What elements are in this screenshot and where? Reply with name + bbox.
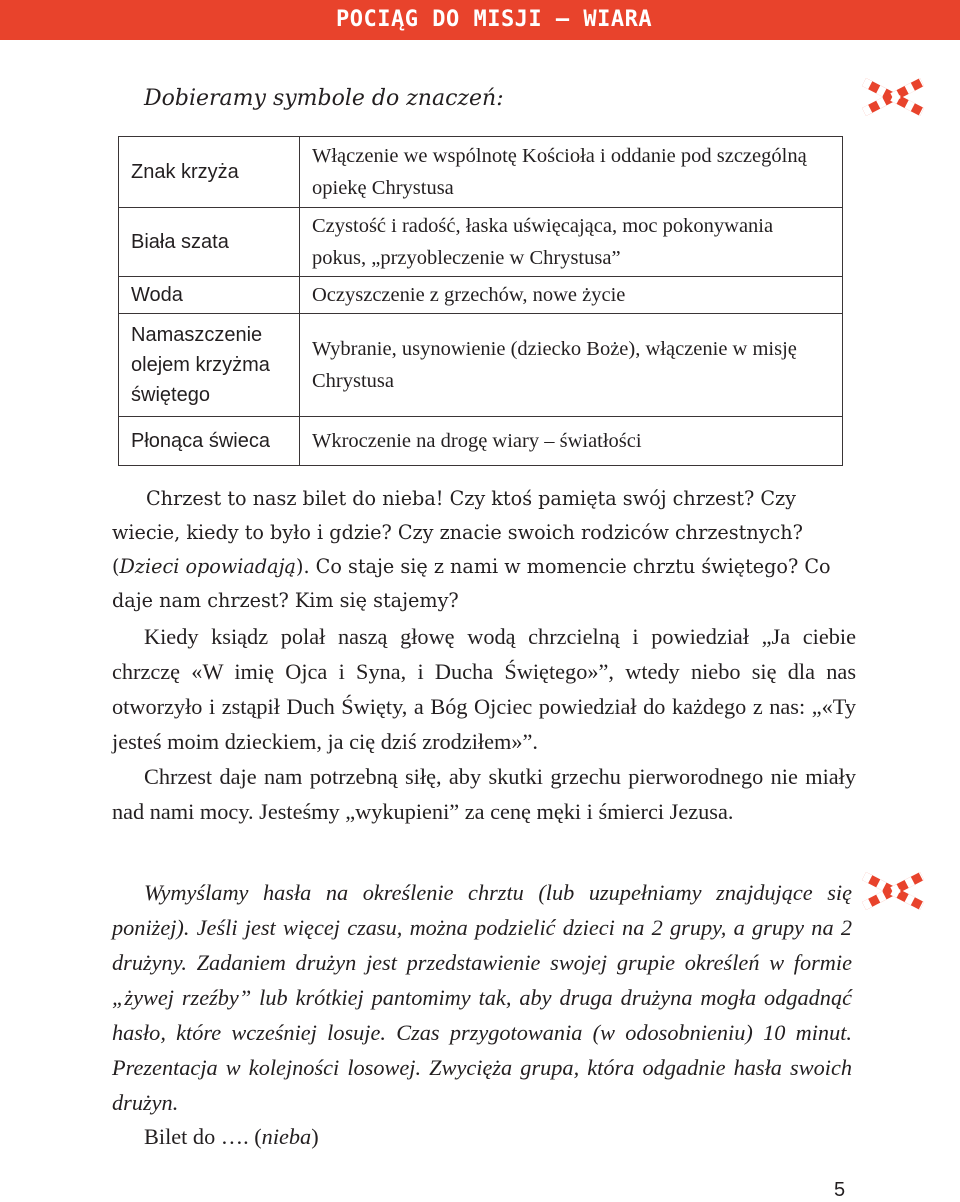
symbol-cell: Woda [119,277,300,314]
questions-text-cont: ). Co staje się z nami w momencie chrztu świętego? Co daje nam chrzest? Kim się stajemy? [112,555,831,612]
table-row [119,208,843,277]
ticket-suffix: ) [311,1124,319,1149]
symbol-cell: Płonąca świeca [119,417,300,466]
header-bar [0,0,960,40]
railway-crossing-icon [860,872,926,910]
symbols-table [118,136,843,466]
meaning-cell: Wybranie, usynowienie (dziecko Boże), włączenie w misję Chrystusa [300,314,843,417]
ticket-answer: nieba [261,1124,312,1149]
ticket-prefix: Bilet do …. ( [144,1124,262,1149]
baptism-story-paragraph: Kiedy ksiądz polał naszą głowę wodą chrzcielną i powiedział „Ja ciebie chrzczę «W imię Ojca i Syna, i Ducha Świętego»”, wtedy niebo się dla nas otworzyło i zstąpił Duch Święty, a Bóg Ojciec powiedział do każdego z nas: „«Ty jesteś moim dzieckiem, ja cię dziś zrodziłem»”. [112,624,856,754]
activity-instructions-paragraph: Wymyślamy hasła na określenie chrztu (lub uzupełniamy znajdujące się poniżej). Jeśli jest więcej czasu, można podzielić dzieci na 2 grupy, a grupy na 2 drużyny. Zadaniem drużyn jest przedstawienie swojej grupie określeń w formie „żywej rzeźby” lub krótkiej pantomimy tak, aby druga drużyna mogła odgadnąć hasło, które wcześniej losuje. Czas przygotowania (w odosobnieniu) 10 minut. Prezentacja w kolejności losowej. Zwycięża grupa, która odgadnie hasła swoich drużyn. [112,880,852,1115]
questions-stage-direction: Dzieci opowiadają [119,555,296,578]
header-title: POCIĄG DO MISJI – WIARA [336,7,653,32]
baptism-strength-paragraph: Chrzest daje nam potrzebną siłę, aby skutki grzechu pierworodnego nie miały nad nami mocy. Jesteśmy „wykupieni” za cenę męki i śmierci Jezusa. [112,764,856,824]
table-row [119,137,843,208]
meaning-cell: Oczyszczenie z grzechów, nowe życie [300,277,843,314]
intro-instruction: Dobieramy symbole do znaczeń: [144,86,504,111]
questions-paragraph [112,482,852,618]
meaning-cell: Włączenie we wspólnotę Kościoła i oddanie pod szczególną opiekę Chrystusa [300,137,843,208]
questions-text: Chrzest to nasz bilet do nieba! Czy ktoś pamięta swój chrzest? Czy wiecie, kiedy to było i gdzie? Czy znacie swoich rodziców chrzestnych? ( [112,487,803,578]
symbol-cell: Znak krzyża [119,137,300,208]
meaning-cell: Czystość i radość, łaska uświęcająca, moc pokonywania pokus, „przyobleczenie w Chrystusa” [300,208,843,277]
ticket-line [144,1121,319,1153]
table-row [119,417,843,466]
symbol-cell: Biała szata [119,208,300,277]
page-number: 5 [834,1179,846,1201]
table-row [119,277,843,314]
symbol-cell: Namaszczenie olejem krzyżma świętego [119,314,300,417]
table-row [119,314,843,417]
railway-crossing-icon [860,78,926,116]
meaning-cell: Wkroczenie na drogę wiary – światłości [300,417,843,466]
